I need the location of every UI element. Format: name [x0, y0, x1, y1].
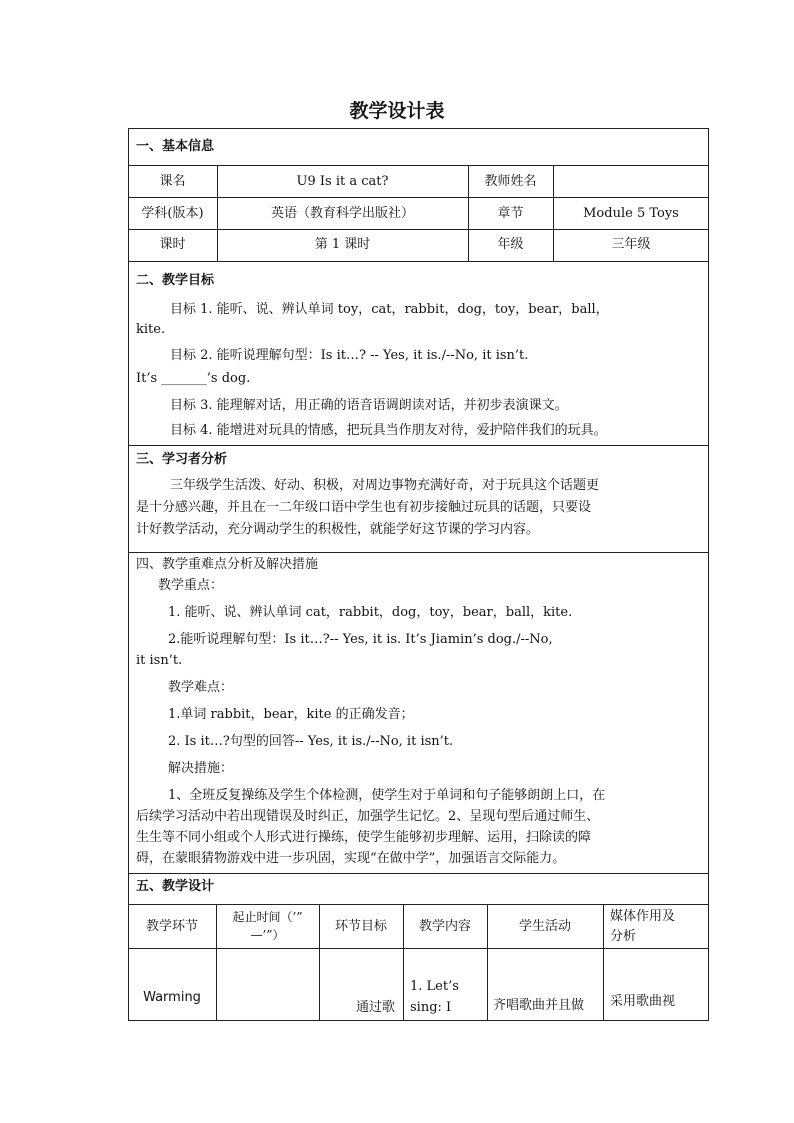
solution-line-2: 后续学习活动中若出现错误及时纠正，加强学生记忆。2、呈现句型后通过师生、	[136, 809, 600, 824]
row-content-line-1: 1. Let’s	[410, 979, 459, 994]
solutions-label: 解决措施：	[168, 761, 234, 776]
subject-label: 学科(版本)	[141, 206, 204, 221]
goal-3: 目标 3. 能理解对话，用正确的语音语调朗读对话，并初步表演课文。	[170, 398, 568, 413]
header-content: 教学内容	[418, 919, 471, 934]
rule	[128, 873, 709, 874]
learner-line-2: 是十分感兴趣，并且在一二年级口语中学生也有初步接触过玩具的话题，只要设	[136, 500, 592, 515]
section-heading-basic-info: 一、基本信息	[136, 139, 215, 154]
key-point-2-line-2: it isn’t.	[136, 653, 183, 668]
goal-2-line-1: 目标 2. 能听说理解句型：Is it…? -- Yes, it is./--No, it isn’t.	[170, 348, 529, 363]
header-goal: 环节目标	[334, 919, 387, 934]
header-time-line-2: —’”）	[250, 928, 285, 942]
solution-line-4: 碍，在蒙眼猜物游戏中进一步巩固，实现“在做中学”，加强语言交际能力。	[136, 851, 566, 866]
section-heading-learner-analysis: 三、学习者分析	[136, 452, 228, 467]
row-content-line-2: sing: I	[410, 1000, 452, 1015]
chapter-label: 章节	[497, 206, 524, 221]
key-point-2-line-1: 2.能听说理解句型：Is it…?-- Yes, it is. It’s Jiamin’s dog./--No,	[168, 632, 553, 647]
chapter-value: Module 5 Toys	[583, 206, 679, 221]
row-goal: 通过歌	[356, 1000, 396, 1015]
row-media: 采用歌曲视	[610, 994, 676, 1009]
rule	[128, 261, 709, 262]
difficulties-label: 教学难点：	[168, 680, 234, 695]
learner-line-3: 计好教学活动，充分调动学生的积极性，就能学好这节课的学习内容。	[136, 522, 540, 537]
key-points-label: 教学重点：	[158, 578, 224, 593]
difficulty-1: 1.单词 rabbit，bear，kite 的正确发音；	[168, 707, 414, 722]
rule	[128, 197, 709, 198]
period-value: 第 1 课时	[314, 237, 371, 252]
period-label: 课时	[159, 237, 186, 252]
header-media-line-2: 分析	[610, 929, 637, 944]
row-stage: Warming	[143, 990, 201, 1005]
solution-line-3: 生生等不同小组或个人形式进行操练，使学生能够初步理解、运用，扫除读的障	[136, 830, 592, 845]
rule	[128, 165, 709, 166]
rule	[128, 229, 709, 230]
row-activity: 齐唱歌曲并且做	[493, 998, 585, 1013]
goal-2-line-2: It’s _______’s dog.	[136, 371, 251, 386]
rule	[128, 552, 709, 553]
header-stage: 教学环节	[145, 919, 198, 934]
section-heading-objectives: 二、教学目标	[136, 273, 215, 288]
course-label: 课名	[159, 174, 186, 189]
section-heading-design: 五、教学设计	[136, 879, 215, 894]
rule	[603, 904, 604, 1021]
key-point-1: 1. 能听、说、辨认单词 cat，rabbit，dog，toy，bear，ball，kite.	[168, 605, 573, 620]
grade-value: 三年级	[611, 237, 651, 252]
header-media-line-1: 媒体作用及	[610, 909, 676, 924]
solution-line-1: 1、全班反复操练及学生个体检测，使学生对于单词和句子能够朗朗上口，在	[168, 788, 606, 803]
grade-label: 年级	[497, 237, 524, 252]
section-heading-key-points: 四、教学重难点分析及解决措施	[136, 557, 319, 572]
course-value: U9 Is it a cat?	[296, 174, 389, 189]
header-activity: 学生活动	[518, 919, 571, 934]
document-title: 教学设计表	[349, 100, 445, 122]
subject-value: 英语（教育科学出版社）	[270, 206, 414, 221]
goal-1-line-2: kite.	[136, 322, 166, 337]
header-time-line-1: 起止时间（’”	[232, 910, 303, 924]
goal-4: 目标 4. 能增进对玩具的情感，把玩具当作朋友对待，爱护陪伴我们的玩具。	[170, 423, 607, 438]
goal-1-line-1: 目标 1. 能听、说、辨认单词 toy，cat，rabbit，dog，toy，bear，ball，	[170, 302, 609, 317]
rule	[128, 445, 709, 446]
teacher-label: 教师姓名	[484, 174, 537, 189]
difficulty-2: 2. Is it…?句型的回答-- Yes, it is./--No, it isn’t.	[168, 734, 454, 749]
learner-line-1: 三年级学生活泼、好动、积极，对周边事物充满好奇，对于玩具这个话题更	[170, 478, 600, 493]
